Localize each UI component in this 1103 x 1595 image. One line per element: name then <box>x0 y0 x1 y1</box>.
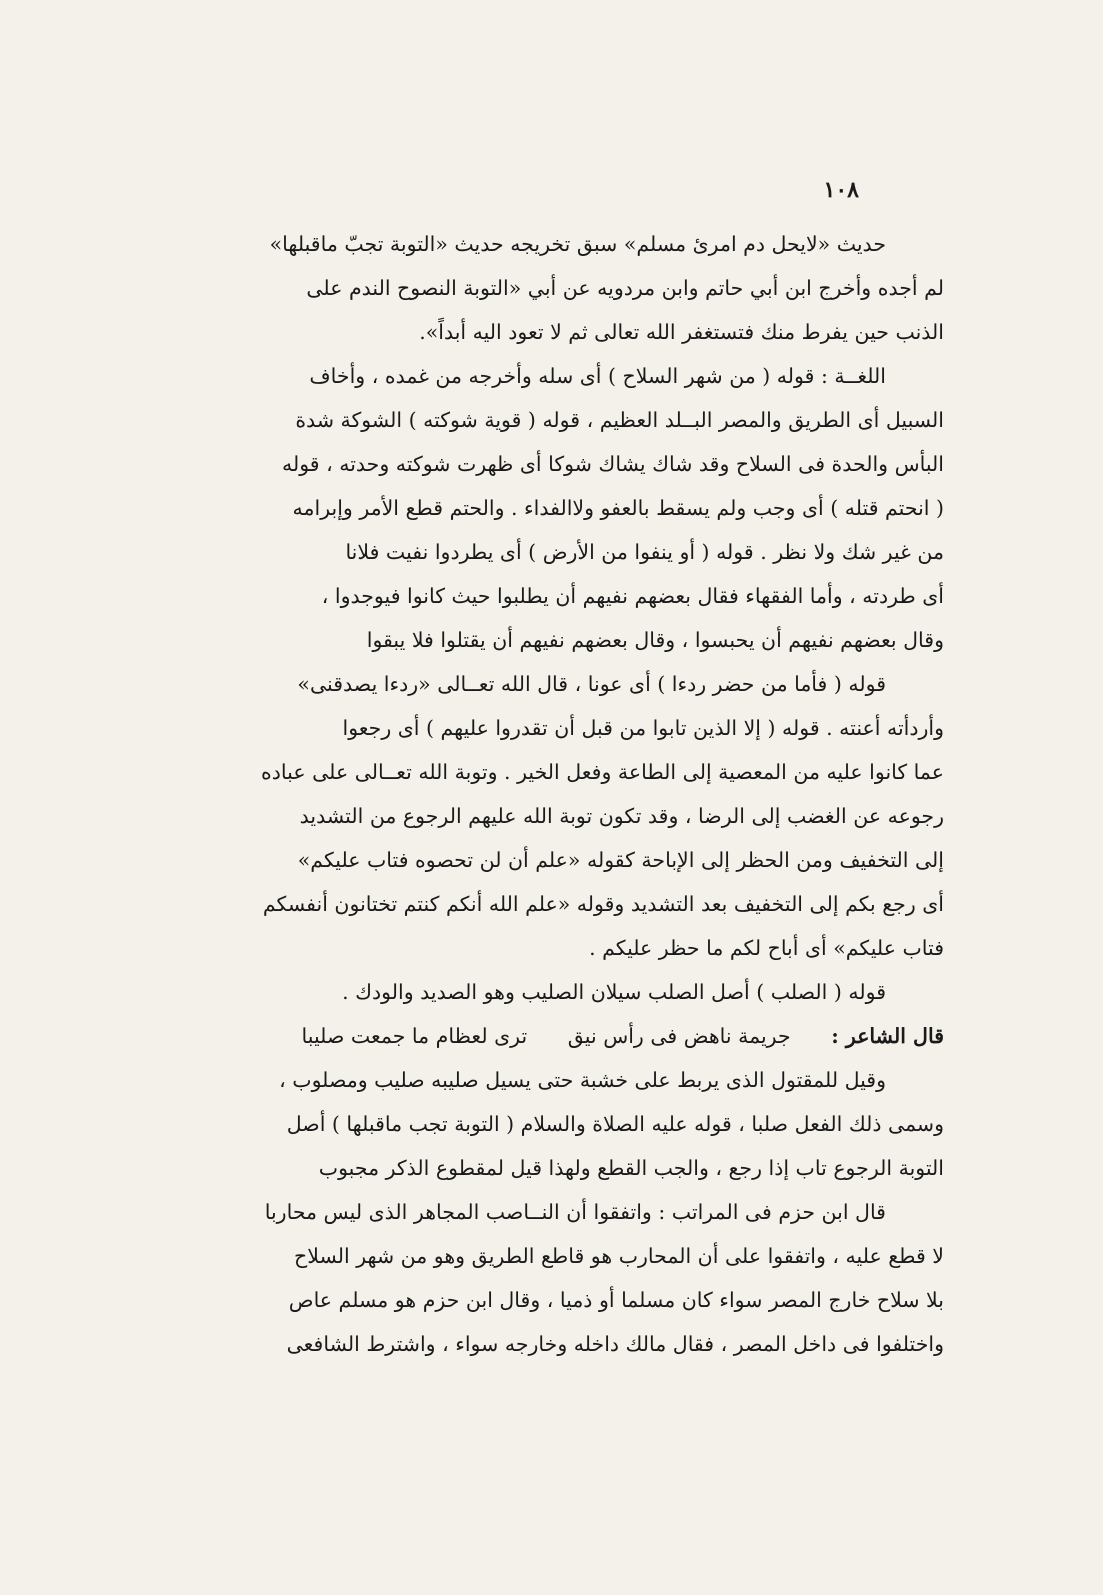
text-line: رجوعه عن الغضب إلى الرضا ، وقد تكون توبة الله عليهم الرجوع من التشديد <box>299 804 944 828</box>
text-line: ( انحتم قتله ) أى وجب ولم يسقط بالعفو ولاالفداء . والحتم قطع الأمر وإبرامه <box>292 496 944 520</box>
text-line: التوبة الرجوع تاب إذا رجع ، والجب القطع ولهذا قيل لمقطوع الذكر مجبوب <box>318 1156 944 1180</box>
text-line: لم أجده وأخرج ابن أبي حاتم وابن مردويه عن أبي «التوبة النصوح الندم على <box>306 276 944 300</box>
text-line: حديث «لايحل دم امرئ مسلم» سبق تخريجه حديث «التوبة تجبّ ماقبلها» <box>269 232 886 256</box>
poet-attribution: قال الشاعر : <box>831 1024 944 1048</box>
verse-hemistich-second: ترى لعظام ما جمعت صليبا <box>301 1024 528 1048</box>
text-line: قال ابن حزم فى المراتب : واتفقوا أن النــاصب المجاهر الذى ليس محاربا <box>264 1200 886 1224</box>
text-line: وقيل للمقتول الذى يربط على خشبة حتى يسيل صليبه صليب ومصلوب ، <box>279 1068 886 1092</box>
page-body <box>162 222 944 1366</box>
text-line: واختلفوا فى داخل المصر ، فقال مالك داخله وخارجه سواء ، واشترط الشافعى <box>286 1332 944 1356</box>
text-line: إلى التخفيف ومن الحظر إلى الإباحة كقوله «علم أن لن تحصوه فتاب عليكم» <box>297 848 944 872</box>
text-line: وأردأته أعنته . قوله ( إلا الذين تابوا من قبل أن تقدروا عليهم ) أى رجعوا <box>342 716 944 740</box>
text-line: الذنب حين يفرط منك فتستغفر الله تعالى ثم لا تعود اليه أبداً». <box>419 320 944 344</box>
text-line: وسمى ذلك الفعل صلبا ، قوله عليه الصلاة والسلام ( التوبة تجب ماقبلها ) أصل <box>286 1112 944 1136</box>
text-line: بلا سلاح خارج المصر سواء كان مسلما أو ذميا ، وقال ابن حزم هو مسلم عاص <box>288 1288 944 1312</box>
text-line: وقال بعضهم نفيهم أن يحبسوا ، وقال بعضهم نفيهم أن يقتلوا فلا يبقوا <box>366 628 944 652</box>
text-line: لا قطع عليه ، واتفقوا على أن المحارب هو قاطع الطريق وهو من شهر السلاح <box>294 1244 944 1268</box>
verse-hemistich-first: جريمة ناهض فى رأس نيق <box>567 1024 791 1048</box>
text-line: البأس والحدة فى السلاح وقد شاك يشاك شوكا أى ظهرت شوكته وحدته ، قوله <box>281 452 944 476</box>
text-line: قوله ( فأما من حضر ردءا ) أى عونا ، قال الله تعــالى «ردءا يصدقنى» <box>297 672 886 696</box>
text-line: السبيل أى الطريق والمصر البــلد العظيم ، قوله ( قوية شوكته ) الشوكة شدة <box>295 408 944 432</box>
page-number: ١٠٨ <box>823 177 859 203</box>
text-line: فتاب عليكم» أى أباح لكم ما حظر عليكم . <box>589 936 944 960</box>
text-line: أى طردته ، وأما الفقهاء فقال بعضهم نفيهم أن يطلبوا حيث كانوا فيوجدوا ، <box>321 584 944 608</box>
poetry-verse <box>162 1014 944 1058</box>
text-line: قوله ( الصلب ) أصل الصلب سيلان الصليب وهو الصديد والودك . <box>342 980 886 1004</box>
text-line: أى رجع بكم إلى التخفيف بعد التشديد وقوله «علم الله أنكم كنتم تختانون أنفسكم <box>262 892 944 916</box>
text-line: اللغــة : قوله ( من شهر السلاح ) أى سله وأخرجه من غمده ، وأخاف <box>309 364 886 388</box>
text-line: عما كانوا عليه من المعصية إلى الطاعة وفعل الخير . وتوبة الله تعــالى على عباده <box>261 760 944 784</box>
text-line: من غير شك ولا نظر . قوله ( أو ينفوا من الأرض ) أى يطردوا نفيت فلانا <box>345 540 944 564</box>
